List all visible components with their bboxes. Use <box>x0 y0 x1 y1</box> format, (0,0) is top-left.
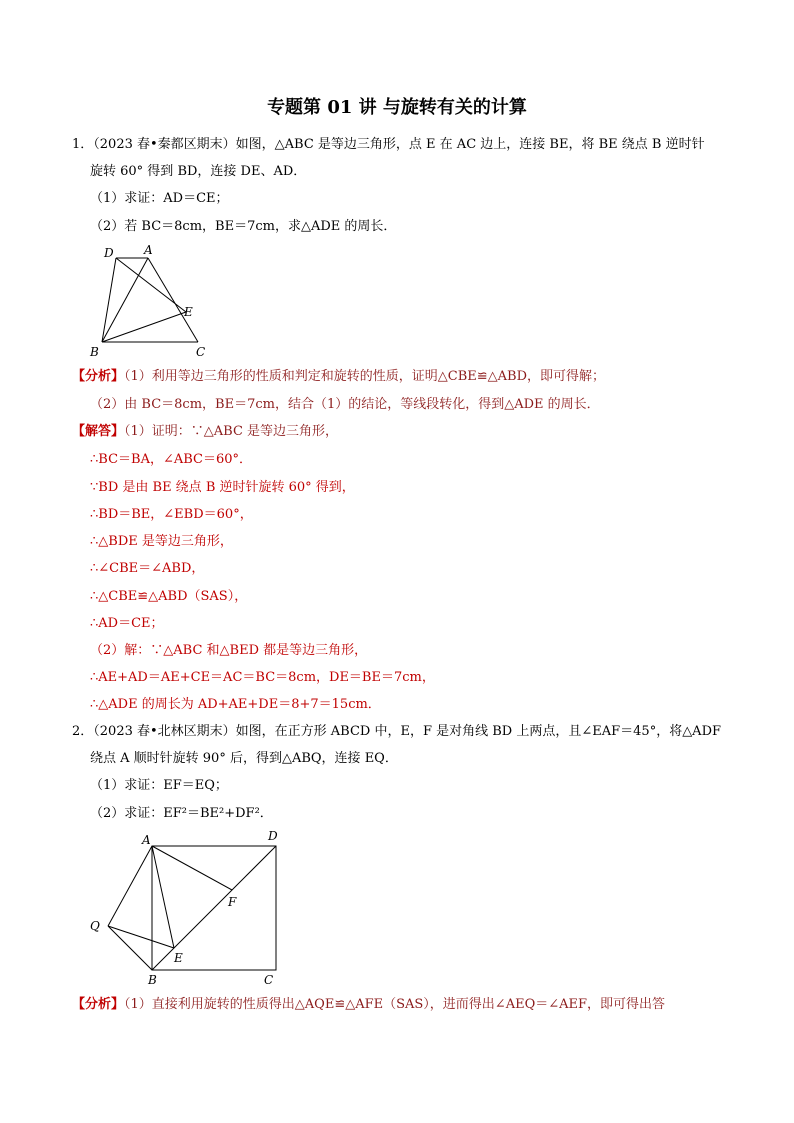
q2-stem-line-2: 绕点 A 顺时针旋转 90° 后，得到△ABQ，连接 EQ． <box>90 751 398 766</box>
q1-step: ∴AE+AD＝AE+CE＝AC＝BC＝8cm，DE＝BE＝7cm， <box>90 670 435 685</box>
label-d: D <box>104 246 114 260</box>
analysis-tag: 【分析】 <box>72 997 125 1012</box>
analysis-text: （1）利用等边三角形的性质和判定和旋转的性质，证明△CBE≌△ABD，即可得解； <box>124 369 606 384</box>
label-c: C <box>264 973 274 987</box>
segment-aq <box>108 846 152 926</box>
q1-step: ∴△ADE 的周长为 AD+AE+DE＝8+7＝15cm． <box>90 697 381 712</box>
analysis-text: （1）直接利用旋转的性质得出△AQE≌△AFE（SAS），进而得出∠AEQ＝∠AEF，即可得出答 <box>124 997 666 1012</box>
label-d: D <box>268 829 278 843</box>
q2-part-1: （1）求证：EF＝EQ； <box>90 778 228 793</box>
q1-step: ∴BD＝BE，∠EBD＝60°， <box>90 507 253 522</box>
segment-be <box>102 312 186 342</box>
q1-step: ∵BD 是由 BE 绕点 B 逆时针旋转 60° 得到， <box>90 480 355 495</box>
page-title: 专题第 01 讲 与旋转有关的计算 <box>267 97 527 118</box>
q1-figure <box>86 240 216 362</box>
q1-answer-head <box>72 423 338 441</box>
q1-step: （2）解：∵△ABC 和△BED 都是等边三角形， <box>90 643 368 658</box>
label-f: F <box>228 895 237 909</box>
segment-af <box>152 846 232 890</box>
q1-step: ∴AD＝CE； <box>90 616 164 631</box>
q2-analysis-line-1 <box>72 996 665 1014</box>
label-a: A <box>144 243 153 257</box>
q1-stem-line-2: 旋转 60° 得到 BD，连接 DE、AD． <box>90 164 307 179</box>
label-b: B <box>90 345 99 359</box>
segment-qb <box>108 926 152 970</box>
q1-analysis-line-2: （2）由 BC＝8cm，BE＝7cm，结合（1）的结论，等线段转化，得到△ADE 的周长． <box>90 397 600 412</box>
segment-ae <box>152 846 174 948</box>
q2-stem-line-1: 2．（2023 春•北林区期末）如图，在正方形 ABCD 中，E，F 是对角线 BD 上两点，且∠EAF＝45°，将△ADF <box>72 724 722 739</box>
segment-de <box>116 258 186 312</box>
answer-head-text: （1）证明：∵△ABC 是等边三角形， <box>124 424 339 439</box>
q1-part-1: （1）求证：AD＝CE； <box>90 191 229 206</box>
q2-part-2: （2）求证：EF²＝BE²+DF²． <box>90 806 273 821</box>
q2-figure <box>86 826 286 990</box>
q1-part-2: （2）若 BC＝8cm，BE＝7cm，求△ADE 的周长． <box>90 219 397 234</box>
q1-step: ∴△BDE 是等边三角形， <box>90 534 233 549</box>
label-a: A <box>142 833 151 847</box>
segment-qe <box>108 926 174 948</box>
q1-step: ∴∠CBE＝∠ABD， <box>90 561 205 576</box>
label-q: Q <box>90 919 100 933</box>
label-c: C <box>196 345 206 359</box>
diagonal-bd <box>152 846 276 970</box>
q1-step: ∴△CBE≌△ABD（SAS）， <box>90 589 248 604</box>
label-b: B <box>148 973 157 987</box>
answer-tag: 【解答】 <box>72 424 125 439</box>
analysis-tag: 【分析】 <box>72 369 125 384</box>
q1-step: ∴BC＝BA，∠ABC＝60°． <box>90 452 253 467</box>
q1-stem-line-1: 1．（2023 春•秦都区期末）如图，△ABC 是等边三角形，点 E 在 AC 边上，连接 BE，将 BE 绕点 B 逆时针 <box>72 137 705 152</box>
q1-analysis-line-1 <box>72 368 605 386</box>
label-e: E <box>184 305 193 319</box>
segment-ac <box>148 258 198 342</box>
label-e: E <box>174 951 183 965</box>
